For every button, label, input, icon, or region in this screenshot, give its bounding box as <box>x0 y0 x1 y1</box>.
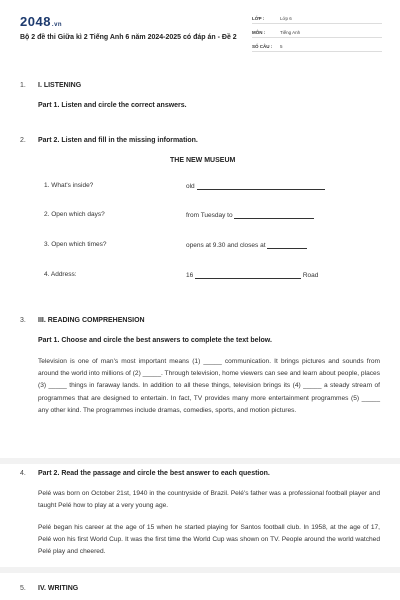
section-title: IV. WRITING <box>38 585 79 592</box>
meta-row-count <box>252 41 382 52</box>
question-number: 1. <box>20 82 26 89</box>
section-title: I. LISTENING <box>38 82 82 89</box>
question-number: 5. <box>20 585 26 592</box>
reading-paragraph: Pelé began his career at the age of 15 when he started playing for Santos football club. In 1958, at the age of 17, Pelé won his first World Cup. It was the first time the World Cup was shown on TV. People around the world watched Pelé play and cheered. <box>38 524 380 556</box>
fill-question: 2. Open which days? <box>44 211 105 218</box>
answer-prefix: 16 <box>186 272 194 279</box>
section-divider <box>0 458 400 464</box>
meta-key: MÔN : <box>252 29 266 35</box>
answer-blank[interactable] <box>197 182 325 190</box>
reading-paragraph: Pelé was born on October 21st, 1940 in the countryside of Brazil. Pelé's father was a professional football player and taught Pelé how to play at a very young age. <box>38 490 380 510</box>
fill-answer <box>186 211 314 219</box>
fill-answer <box>186 241 307 249</box>
part-instruction: Part 2. Read the passage and circle the best answer to each question. <box>38 470 270 477</box>
fill-question: 1. What's inside? <box>44 182 94 189</box>
answer-blank[interactable] <box>234 211 314 219</box>
section-title: III. READING COMPREHENSION <box>38 317 145 324</box>
site-logo[interactable] <box>20 14 62 29</box>
part-instruction: Part 2. Listen and fill in the missing information. <box>38 137 198 144</box>
answer-suffix: Road <box>302 272 319 279</box>
fill-question: 4. Address: <box>44 271 77 278</box>
meta-panel <box>252 13 382 55</box>
meta-row-class <box>252 13 382 24</box>
meta-row-subject <box>252 27 382 38</box>
answer-prefix: opens at 9.30 and closes at <box>186 242 266 249</box>
part-instruction: Part 1. Listen and circle the correct answers. <box>38 102 187 109</box>
logo-suffix: .vn <box>51 22 63 28</box>
meta-key: LỚP : <box>252 15 265 21</box>
document-header <box>0 0 400 71</box>
answer-blank[interactable] <box>267 241 307 249</box>
answer-blank[interactable] <box>195 271 301 279</box>
table-title: THE NEW MUSEUM <box>170 157 236 164</box>
meta-value: 5 <box>280 43 283 49</box>
meta-value: Tiếng Anh <box>280 29 301 35</box>
answer-prefix: old <box>186 183 195 190</box>
fill-answer <box>186 271 318 279</box>
section-divider <box>0 567 400 573</box>
fill-question: 3. Open which times? <box>44 241 107 248</box>
part-instruction: Part 1. Choose and circle the best answers to complete the text below. <box>38 337 272 344</box>
logo-text: 2048 <box>20 14 51 29</box>
meta-value: Lớp 6 <box>280 15 292 21</box>
meta-key: SỐ CÂU : <box>252 43 273 49</box>
question-number: 3. <box>20 317 26 324</box>
document-body <box>0 70 400 600</box>
question-number: 4. <box>20 470 26 477</box>
reading-passage: Television is one of man's most important means (1) _____ communication. It brings pictures and sounds from around the world into millions of (2) _____. Through television, home viewers can see and learn about people, places (3) _____ things in faraway lands. In addition to all these things, television brings its (4) _____ a steady stream of programmes that are designed to entertain. In fact, TV provides many more entertainment programmes (5) _____ any other kind. The programmes include dramas, comedies, sports, and motion pictures. <box>38 358 380 414</box>
fill-answer <box>186 182 325 190</box>
question-number: 2. <box>20 137 26 144</box>
document-title: Bộ 2 đề thi Giữa kì 2 Tiếng Anh 6 năm 2024-2025 có đáp án - Đề 2 <box>20 34 237 41</box>
answer-prefix: from Tuesday to <box>186 212 233 219</box>
